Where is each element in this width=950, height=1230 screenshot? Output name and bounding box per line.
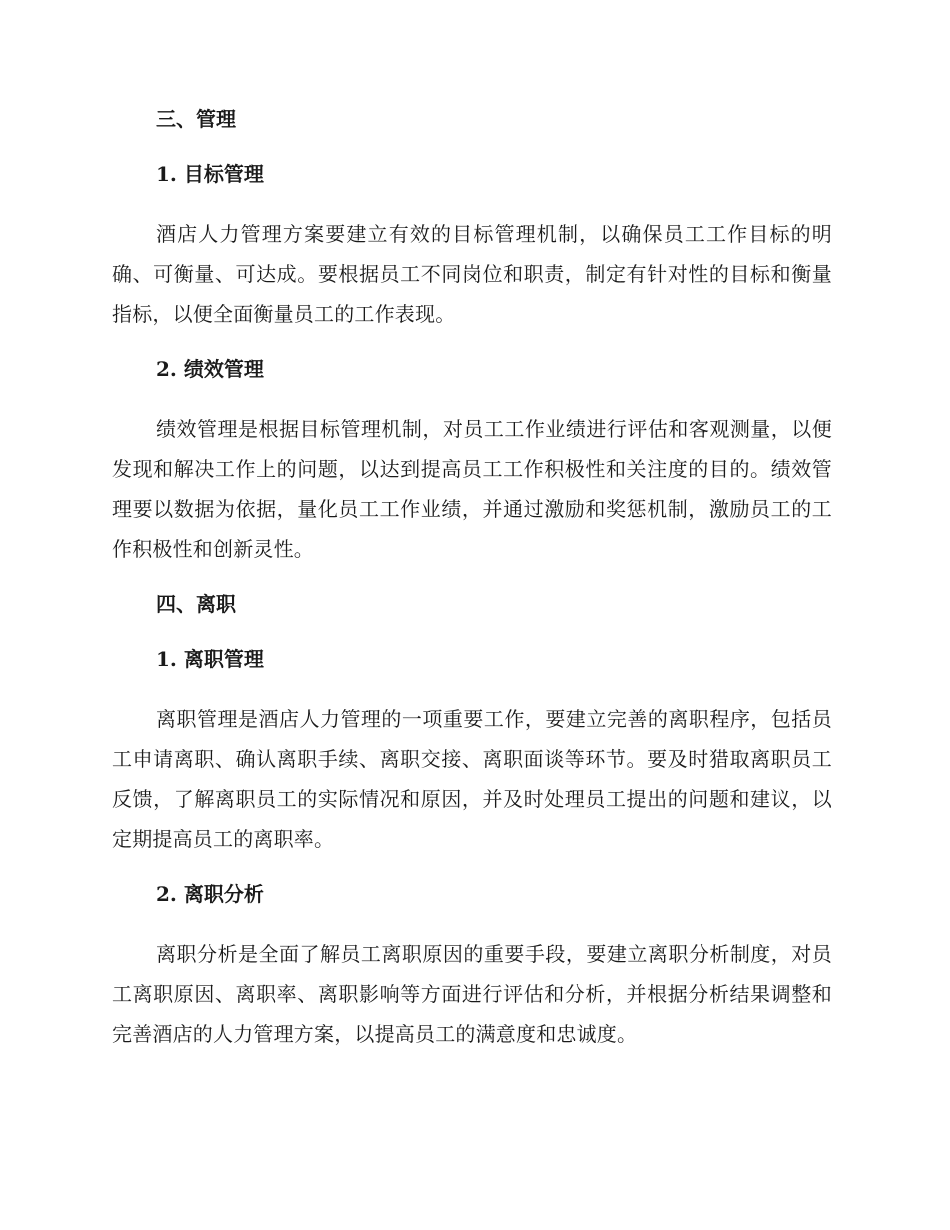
document-page — [112, 104, 832, 1074]
section-heading-resignation: 四、离职 — [156, 592, 236, 616]
paragraph-performance-management: 绩效管理是根据目标管理机制，对员工工作业绩进行评估和客观测量，以便发现和解决工作上的问题，以达到提高员工工作积极性和关注度的目的。绩效管理要以数据为依据，量化员工工作业绩，并通过激励和奖惩机制，激励员工的工作积极性和创新灵性。 — [112, 417, 832, 561]
section-heading-management: 三、管理 — [156, 107, 236, 131]
paragraph-resignation-analysis: 离职分析是全面了解员工离职原因的重要手段，要建立离职分析制度，对员工离职原因、离职率、离职影响等方面进行评估和分析，并根据分析结果调整和完善酒店的人力管理方案，以提高员工的满意度和忠诚度。 — [112, 942, 832, 1046]
subsection-heading-resignation-management: 1. 离职管理 — [156, 647, 264, 671]
paragraph-goal-management: 酒店人力管理方案要建立有效的目标管理机制，以确保员工工作目标的明确、可衡量、可达成。要根据员工不同岗位和职责，制定有针对性的目标和衡量指标，以便全面衡量员工的工作表现。 — [112, 222, 832, 326]
paragraph-resignation-management: 离职管理是酒店人力管理的一项重要工作，要建立完善的离职程序，包括员工申请离职、确认离职手续、离职交接、离职面谈等环节。要及时猎取离职员工反馈，了解离职员工的实际情况和原因，并及时处理员工提出的问题和建议，以定期提高员工的离职率。 — [112, 707, 832, 851]
subsection-heading-performance-management: 2. 绩效管理 — [156, 357, 264, 381]
subsection-heading-resignation-analysis: 2. 离职分析 — [156, 882, 264, 906]
subsection-heading-goal-management: 1. 目标管理 — [156, 162, 264, 186]
